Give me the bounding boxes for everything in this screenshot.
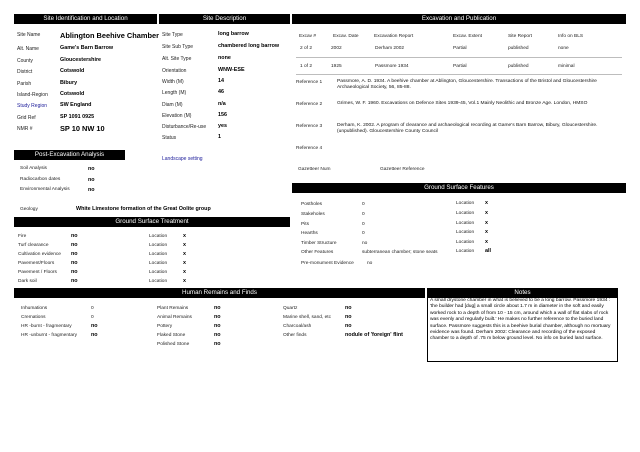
pavement-floors-2-location-label: Location <box>149 270 168 275</box>
hr-unburnt-label: HR -unburnt - fragmentary <box>21 333 77 338</box>
marine-shell-label: Marine shell, sand, etc <box>283 315 331 320</box>
width-label: Width (M) <box>162 79 184 85</box>
district-label: District <box>17 69 33 75</box>
hr-unburnt-value: no <box>91 332 98 338</box>
environmental-label: Environmental Analysis <box>20 187 70 192</box>
landscape-setting-link[interactable]: Landscape setting <box>162 156 203 162</box>
row-divider <box>296 57 622 58</box>
county-label: County <box>17 58 33 64</box>
cremations-value: 0 <box>91 315 94 320</box>
stakeholes-value: 0 <box>362 212 365 217</box>
plant-remains-label: Plant Remains <box>157 306 189 311</box>
pavement-floors-2-value: no <box>71 269 78 275</box>
inhumations-value: 0 <box>91 306 94 311</box>
width-value: 14 <box>218 78 224 84</box>
animal-remains-value: no <box>214 314 221 320</box>
plant-remains-value: no <box>214 305 221 311</box>
col-info-bls: Info on BLS <box>558 34 584 39</box>
other-features-value: subterranean chamber; stone seats <box>362 250 438 255</box>
other-finds-value: nodule of 'foreign' flint <box>345 332 403 338</box>
reference-2-text: Grimes, W. F. 1960. Excavations on Defence Sites 1939-45, Vol.1 Mainly Neolithic and Bronze Age. London, HMSO <box>337 101 588 106</box>
row2-site-report: published <box>508 64 529 69</box>
disturbance-label: Disturbance/Re-use <box>162 124 207 130</box>
row2-info-bls: minimal <box>558 64 575 69</box>
length-value: 46 <box>218 89 224 95</box>
alt-site-type-value: none <box>218 55 231 61</box>
timber-structure-location-label: Location <box>456 240 475 245</box>
timber-structure-location: x <box>485 239 488 245</box>
excavation-publication-header: Excavation and Publication <box>292 14 626 24</box>
parish-value: Bibury <box>60 80 78 86</box>
pits-label: Pits <box>301 222 309 227</box>
elevation-label: Elevation (M) <box>162 113 192 119</box>
stakeholes-location: x <box>485 210 488 216</box>
hearths-location-label: Location <box>456 230 475 235</box>
col-excav-report: Excavation Report <box>374 34 414 39</box>
pre-monument-label: Pre-monument Evidence <box>301 261 354 266</box>
turf-clearance-location-label: Location <box>149 243 168 248</box>
fire-value: no <box>71 233 78 239</box>
row-divider <box>296 74 622 75</box>
postholes-location-label: Location <box>456 201 475 206</box>
hearths-label: Hearths <box>301 231 318 236</box>
hearths-value: 0 <box>362 231 365 236</box>
row1-excav-extent: Partial <box>453 46 467 51</box>
nmr-label: NMR # <box>17 126 33 132</box>
site-type-value: long barrow <box>218 31 249 37</box>
other-features-location: all <box>485 248 491 254</box>
district-value: Cotswold <box>60 68 85 74</box>
turf-clearance-label: Turf clearance <box>18 243 49 248</box>
col-excav-num: Excav # <box>299 34 317 39</box>
row1-excav-date: 2002 <box>331 46 342 51</box>
notes-header: Notes <box>427 288 618 298</box>
dark-soil-location-label: Location <box>149 279 168 284</box>
gazetteer-ref-label: Gazetteer Reference <box>380 167 425 172</box>
postholes-label: Postholes <box>301 202 323 207</box>
hr-burnt-value: no <box>91 323 98 329</box>
radiocarbon-label: Radiocarbon dates <box>20 177 61 182</box>
grid-ref-label: Grid Ref <box>17 115 36 121</box>
grid-ref-value: SP 1091 0925 <box>60 114 95 120</box>
pavement-floors-location-label: Location <box>149 261 168 266</box>
site-description-header: Site Description <box>159 14 290 24</box>
hr-burnt-label: HR -burnt - fragmentary <box>21 324 72 329</box>
charcoal-label: Charcoal/ash <box>283 324 312 329</box>
row2-excav-num: 1 of 2 <box>300 64 313 69</box>
alt-name-value: Game's Barn Barrow <box>60 45 114 51</box>
disturbance-value: yes <box>218 123 227 129</box>
parish-label: Parish <box>17 81 32 87</box>
pavement-floors-value: no <box>71 260 78 266</box>
site-name-value: Ablington Beehive Chamber <box>60 31 159 40</box>
reference-1-label: Reference 1 <box>296 80 323 85</box>
orientation-value: WNW-ESE <box>218 67 245 73</box>
study-region-value: SW England <box>60 102 92 108</box>
row2-excav-report: Passmore 1934 <box>375 64 409 69</box>
dark-soil-location: x <box>183 278 186 284</box>
postholes-value: 0 <box>362 202 365 207</box>
timber-structure-label: Timber Structure <box>301 241 337 246</box>
environmental-value: no <box>88 187 95 193</box>
diam-value: n/a <box>218 101 226 107</box>
col-site-report: Site Report <box>508 34 532 39</box>
animal-remains-label: Animal Remains <box>157 315 192 320</box>
island-region-value: Cotswold <box>60 91 85 97</box>
radiocarbon-value: no <box>88 177 95 183</box>
pavement-floors-2-location: x <box>183 269 186 275</box>
other-features-location-label: Location <box>456 249 475 254</box>
reference-4-label: Reference 4 <box>296 146 323 151</box>
quartz-label: Quartz <box>283 306 298 311</box>
stakeholes-location-label: Location <box>456 211 475 216</box>
geology-label: Geology <box>20 207 38 212</box>
hearths-location: x <box>485 229 488 235</box>
geology-value: White Limestone formation of the Great Oolite group <box>76 206 211 212</box>
row2-excav-date: 1925 <box>331 64 342 69</box>
site-type-label: Site Type <box>162 32 183 38</box>
cultivation-location-label: Location <box>149 252 168 257</box>
reference-3-text: Derham, K. 2002. A program of clearance and archaeological recording at Game's Barn Barrow, Bibury, Gloucestershire. (unpublished). Gloucestershire County Council <box>337 123 598 135</box>
polished-stone-label: Polished Stone <box>157 342 190 347</box>
dark-soil-value: no <box>71 278 78 284</box>
study-region-label[interactable]: Study Region <box>17 103 48 109</box>
elevation-value: 156 <box>218 112 227 118</box>
cultivation-label: Cultivation evidence <box>18 252 61 257</box>
timber-structure-value: no <box>362 241 368 246</box>
status-label: Status <box>162 135 177 141</box>
row1-info-bls: none <box>558 46 569 51</box>
pavement-floors-location: x <box>183 260 186 266</box>
site-sub-type-label: Site Sub Type <box>162 44 194 50</box>
row1-site-report: published <box>508 46 529 51</box>
soil-analysis-label: Soil Analysis <box>20 166 47 171</box>
ground-features-header: Ground Surface Features <box>292 183 626 193</box>
ground-treatment-header: Ground Surface Treatment <box>14 217 290 227</box>
quartz-value: no <box>345 305 352 311</box>
cultivation-value: no <box>71 251 78 257</box>
pits-location: x <box>485 220 488 226</box>
reference-3-label: Reference 3 <box>296 124 323 129</box>
pavement-floors-2-label: Pavement / Floors <box>18 270 57 275</box>
pottery-label: Pottery <box>157 324 173 329</box>
row2-excav-extent: Partial <box>453 64 467 69</box>
fire-label: Fire <box>18 234 27 239</box>
diam-label: Diam (M) <box>162 102 183 108</box>
pits-value: 0 <box>362 222 365 227</box>
site-sub-type-value: chambered long barrow <box>218 43 280 49</box>
cremations-label: Cremations <box>21 315 46 320</box>
orientation-label: Orientation <box>162 68 187 74</box>
length-label: Length (M) <box>162 90 187 96</box>
dark-soil-label: Dark soil <box>18 279 37 284</box>
inhumations-label: Inhumations <box>21 306 48 311</box>
col-excav-extent: Excav. Extent <box>453 34 482 39</box>
status-value: 1 <box>218 134 221 140</box>
reference-2-label: Reference 2 <box>296 102 323 107</box>
row1-excav-report: Derham 2002 <box>375 46 405 51</box>
county-value: Gloucestershire <box>60 57 102 63</box>
marine-shell-value: no <box>345 314 352 320</box>
flaked-stone-label: Flaked Stone <box>157 333 186 338</box>
site-name-label: Site Name <box>17 32 41 38</box>
human-remains-header: Human Remains and Finds <box>14 288 425 298</box>
fire-location: x <box>183 233 186 239</box>
pottery-value: no <box>214 323 221 329</box>
fire-location-label: Location <box>149 234 168 239</box>
col-excav-date: Excav. Date <box>333 34 359 39</box>
alt-name-label: Alt. Name <box>17 46 39 52</box>
flaked-stone-value: no <box>214 332 221 338</box>
pits-location-label: Location <box>456 221 475 226</box>
notes-text: A small drystone chamber in what is believed to be a long barrow. Passmore 1934 : 'the builder had [dug] a small circle about 1.7 m in diameter in the soft and easily worked rock to a depth of from 10 - 15 cm, around which a wall of flat slabs of rock was evenly and regularly built.' He makes no further reference to the buried land surface. Passmore suggests this is a beehive burial chamber, although no mortuary evidence was found. Derham 2002: Clearance and recording of the exposed chamber to a depth of .75 m below ground level. No info on buried land surface. <box>427 296 618 362</box>
cultivation-location: x <box>183 251 186 257</box>
alt-site-type-label: Alt. Site Type <box>162 56 192 62</box>
other-features-label: Other Features <box>301 250 334 255</box>
post-excavation-header: Post-Excavation Analysis <box>14 150 125 160</box>
gazetteer-num-label: Gazetteer Num <box>298 167 331 172</box>
site-identification-header: Site Identification and Location <box>14 14 157 24</box>
charcoal-value: no <box>345 323 352 329</box>
nmr-value: SP 10 NW 10 <box>60 124 105 133</box>
island-region-label: Island-Region <box>17 92 48 98</box>
postholes-location: x <box>485 200 488 206</box>
other-finds-label: Other finds <box>283 333 307 338</box>
pre-monument-value: no <box>367 261 373 266</box>
row1-excav-num: 2 of 2 <box>300 46 313 51</box>
reference-1-text: Passmore, A. D. 1934. A beehive chamber at Ablington, Gloucestershire. Transactions of the Bristol and Gloucestershire Archaeological Society, 56, 85-88. <box>337 79 597 91</box>
pavement-floors-label: Pavement/Floors <box>18 261 55 266</box>
polished-stone-value: no <box>214 341 221 347</box>
stakeholes-label: Stakeholes <box>301 212 325 217</box>
soil-analysis-value: no <box>88 166 95 172</box>
turf-clearance-location: x <box>183 242 186 248</box>
turf-clearance-value: no <box>71 242 78 248</box>
